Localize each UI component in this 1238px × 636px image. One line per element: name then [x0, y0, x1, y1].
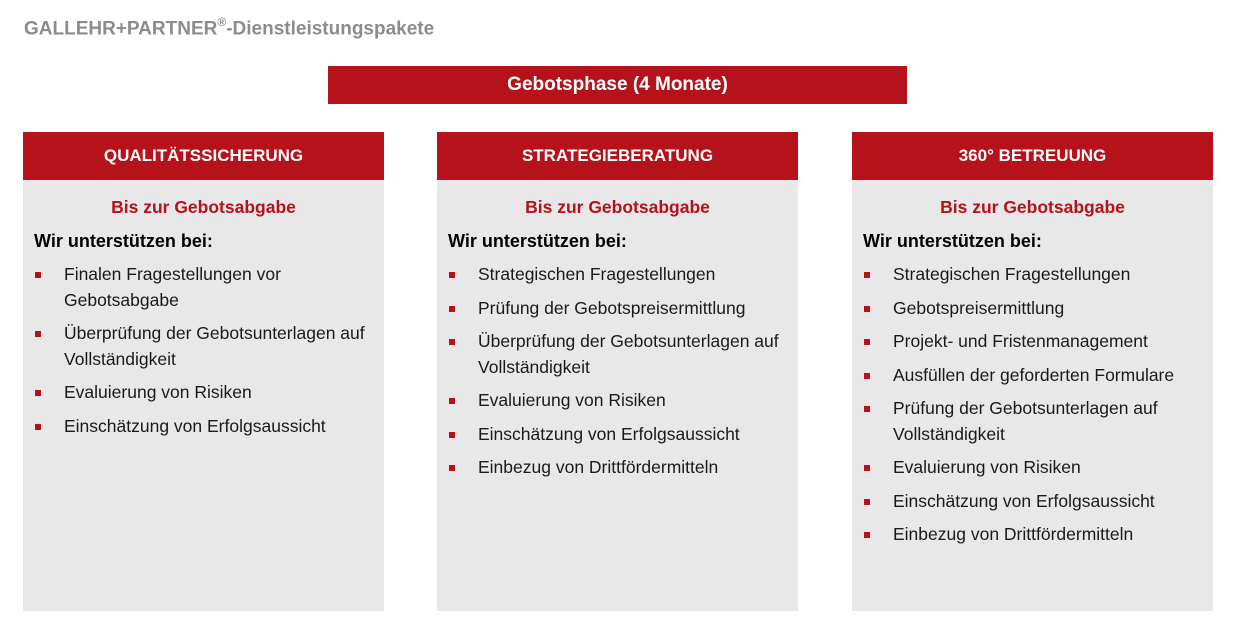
square-bullet-icon: [449, 306, 455, 312]
square-bullet-icon: [449, 465, 455, 471]
phase-label: Gebotsphase (4 Monate): [507, 74, 728, 95]
list-item: [23, 414, 384, 440]
column-subtitle: Bis zur Gebotsabgabe: [525, 197, 710, 217]
square-bullet-icon: [864, 373, 870, 379]
page-title: [24, 16, 434, 40]
column-intro: Wir unterstützen bei:: [863, 231, 1042, 251]
list-item: [437, 262, 798, 288]
list-item: [852, 455, 1213, 481]
square-bullet-icon: [35, 331, 41, 337]
column-header: [852, 132, 1213, 180]
registered-mark: ®: [217, 15, 227, 29]
square-bullet-icon: [35, 390, 41, 396]
list-item-text: Finalen Fragestellungen vor Gebotsabgabe: [64, 264, 281, 310]
list-item-text: Prüfung der Gebotspreisermittlung: [478, 297, 746, 318]
title-suffix: -Dienstleistungspakete: [226, 18, 435, 40]
list-item: [23, 321, 384, 372]
square-bullet-icon: [864, 465, 870, 471]
list-item-text: Strategischen Fragestellungen: [893, 264, 1131, 284]
list-item: [852, 396, 1213, 447]
square-bullet-icon: [864, 306, 870, 312]
list-item-text: Prüfung der Gebotsunterlagen auf Vollständigkeit: [893, 398, 1158, 444]
list-item: [437, 455, 798, 481]
list-item-text: Evaluierung von Risiken: [64, 382, 252, 402]
list-item: [437, 422, 798, 448]
list-item: [437, 329, 798, 380]
list-item-text: Überprüfung der Gebotsunterlagen auf Vollständigkeit: [478, 331, 779, 377]
column-header: [437, 132, 798, 180]
list-item: [437, 388, 798, 414]
list-item-text: Evaluierung von Risiken: [893, 457, 1081, 477]
square-bullet-icon: [864, 272, 870, 278]
square-bullet-icon: [864, 339, 870, 345]
list-item: [852, 522, 1213, 548]
list-item-text: Einbezug von Drittfördermitteln: [893, 524, 1134, 544]
square-bullet-icon: [864, 499, 870, 505]
column-header-label: QUALITÄTSSICHERUNG: [103, 146, 304, 165]
list-item: [852, 329, 1213, 355]
phase-banner: [328, 66, 907, 104]
list-item: [852, 262, 1213, 288]
square-bullet-icon: [449, 339, 455, 345]
square-bullet-icon: [864, 406, 870, 412]
list-item-text: Evaluierung von Risiken: [478, 390, 666, 410]
square-bullet-icon: [449, 272, 455, 278]
column-intro: Wir unterstützen bei:: [448, 231, 627, 251]
list-item: [852, 363, 1213, 389]
service-list: [437, 262, 798, 481]
list-item-text: Strategischen Fragestellungen: [478, 264, 716, 284]
list-item: [23, 262, 384, 313]
package-column-360: [852, 132, 1213, 611]
column-subtitle: Bis zur Gebotsabgabe: [940, 197, 1125, 217]
package-column-quality: [23, 132, 384, 611]
column-header-label: 360° BETREUUNG: [958, 146, 1107, 165]
column-subtitle: Bis zur Gebotsabgabe: [111, 197, 296, 217]
column-intro: Wir unterstützen bei:: [34, 231, 213, 251]
list-item: [852, 296, 1213, 322]
list-item-text: Einbezug von Drittfördermitteln: [478, 457, 719, 477]
package-column-strategy: [437, 132, 798, 611]
service-list: [23, 262, 384, 439]
list-item-text: Einschätzung von Erfolgsaussicht: [478, 423, 740, 444]
list-item: [437, 296, 798, 322]
column-header-label: STRATEGIEBERATUNG: [521, 146, 714, 165]
list-item: [23, 380, 384, 406]
list-item-text: Projekt- und Fristenmanagement: [893, 331, 1148, 351]
list-item-text: Einschätzung von Erfolgsaussicht: [893, 490, 1155, 511]
square-bullet-icon: [35, 272, 41, 278]
column-header: [23, 132, 384, 180]
square-bullet-icon: [35, 424, 41, 430]
list-item-text: Ausfüllen der geforderten Formulare: [893, 364, 1175, 385]
title-main: GALLEHR+PARTNER: [24, 18, 218, 40]
square-bullet-icon: [449, 432, 455, 438]
service-list: [852, 262, 1213, 548]
list-item-text: Einschätzung von Erfolgsaussicht: [64, 415, 326, 436]
list-item: [852, 489, 1213, 515]
list-item-text: Überprüfung der Gebotsunterlagen auf Vollständigkeit: [64, 323, 365, 369]
list-item-text: Gebotspreisermittlung: [893, 297, 1065, 318]
square-bullet-icon: [864, 532, 870, 538]
square-bullet-icon: [449, 398, 455, 404]
